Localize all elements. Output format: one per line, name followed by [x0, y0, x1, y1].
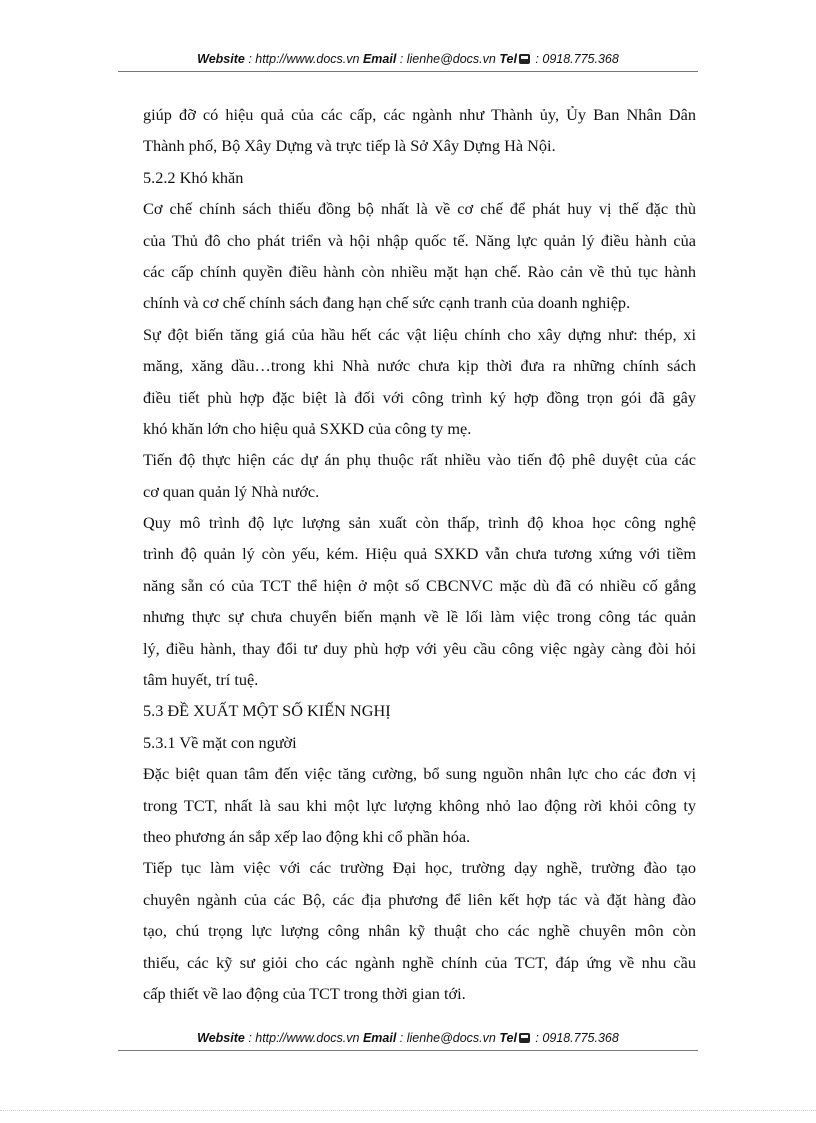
text-line: của Thủ đô cho phát triển và hội nhập quốc tế. Năng lực quản lý điều hành của [143, 230, 696, 250]
header-tel-label: Tel [499, 52, 517, 66]
footer-tel-value: : 0918.775.368 [531, 1031, 619, 1045]
section-heading: 5.3.1 Về mặt con người [143, 732, 297, 752]
text-line: Cơ chế chính sách thiếu đồng bộ nhất là về cơ chế để phát huy vị thế đặc thù [143, 199, 696, 219]
page-footer [118, 1031, 698, 1045]
page-edge-divider [0, 1110, 816, 1111]
text-line: nhưng thực sự chưa chuyển biến mạnh về lề lối làm việc trong công tác quản [143, 607, 696, 627]
phone-icon [519, 54, 530, 64]
text-line: theo phương án sắp xếp lao động khi cổ phần hóa. [143, 826, 471, 846]
text-line: Thành phố, Bộ Xây Dựng và trực tiếp là Sở Xây Dựng Hà Nội. [143, 136, 556, 156]
section-heading: 5.2.2 Khó khăn [143, 167, 244, 187]
section-heading: 5.3 ĐỀ XUẤT MỘT SỐ KIẾN NGHỊ [143, 701, 391, 721]
text-line: các cấp chính quyền điều hành còn nhiều mặt hạn chế. Rào cản về thủ tục hành [143, 261, 696, 281]
footer-tel-label: Tel [499, 1031, 517, 1045]
header-website-value: : http://www.docs.vn [244, 52, 363, 66]
text-line: Quy mô trình độ lực lượng sản xuất còn thấp, trình độ khoa học công nghệ [143, 513, 696, 533]
footer-website-value: : http://www.docs.vn [244, 1031, 363, 1045]
text-line: khó khăn lớn cho hiệu quả SXKD của công ty mẹ. [143, 418, 472, 438]
text-line: lý, điều hành, thay đổi tư duy phù hợp với yêu cầu công việc ngày càng đòi hỏi [143, 638, 696, 658]
text-line: cơ quan quản lý Nhà nước. [143, 481, 320, 501]
text-line: điều tiết phù hợp đặc biệt là đối với công trình ký hợp đồng trọn gói đã gây [143, 387, 696, 407]
footer-website-label: Website [197, 1031, 245, 1045]
text-line: Sự đột biến tăng giá của hầu hết các vật liệu chính cho xây dựng như: thép, xi [143, 324, 696, 344]
text-line: giúp đỡ có hiệu quả của các cấp, các ngành như Thành ủy, Ủy Ban Nhân Dân [143, 105, 696, 124]
header-email-label: Email [362, 52, 397, 66]
text-line: thiếu, các kỹ sư giỏi cho các ngành nghề chính của TCT, đáp ứng về nhu cầu [143, 952, 696, 972]
text-line: năng sẵn có của TCT thể hiện ở một số CBCNVC mặc dù đã có nhiều cố gắng [143, 575, 696, 595]
header-website-label: Website [197, 52, 245, 66]
page-header [118, 52, 698, 66]
text-line: măng, xăng dầu…trong khi Nhà nước chưa kịp thời đưa ra những chính sách [143, 356, 696, 376]
header-rule [118, 71, 698, 72]
text-line: chính và cơ chế chính sách đang hạn chế sức cạnh tranh của doanh nghiệp. [143, 293, 631, 313]
text-line: chuyên ngành của các Bộ, các địa phương để liên kết hợp tác và đặt hàng đào [143, 889, 696, 909]
footer-email-label: Email [362, 1031, 397, 1045]
text-line: cấp thiết về lao động của TCT trong thời gian tới. [143, 983, 466, 1003]
text-line: trong TCT, nhất là sau khi một lực lượng không nhỏ lao động rời khỏi công ty [143, 795, 696, 815]
text-line: tạo, chú trọng lực lượng công nhân kỹ thuật cho các nghề chuyên môn còn [143, 921, 696, 941]
text-line: Tiến độ thực hiện các dự án phụ thuộc rất nhiều vào tiến độ phê duyệt của các [143, 450, 696, 470]
phone-icon [519, 1033, 530, 1043]
footer-email-value: : lienhe@docs.vn [396, 1031, 500, 1045]
text-line: tâm huyết, trí tuệ. [143, 670, 259, 690]
header-email-value: : lienhe@docs.vn [396, 52, 500, 66]
footer-rule [118, 1050, 698, 1051]
text-line: Tiếp tục làm việc với các trường Đại học, trường dạy nghề, trường đào tạo [143, 858, 696, 878]
header-tel-value: : 0918.775.368 [531, 52, 619, 66]
text-line: trình độ quản lý còn yếu, kém. Hiệu quả SXKD vẫn chưa tương xứng với tiềm [143, 544, 696, 564]
body-text [143, 99, 696, 1009]
text-line: Đặc biệt quan tâm đến việc tăng cường, bổ sung nguồn nhân lực cho các đơn vị [143, 764, 696, 784]
